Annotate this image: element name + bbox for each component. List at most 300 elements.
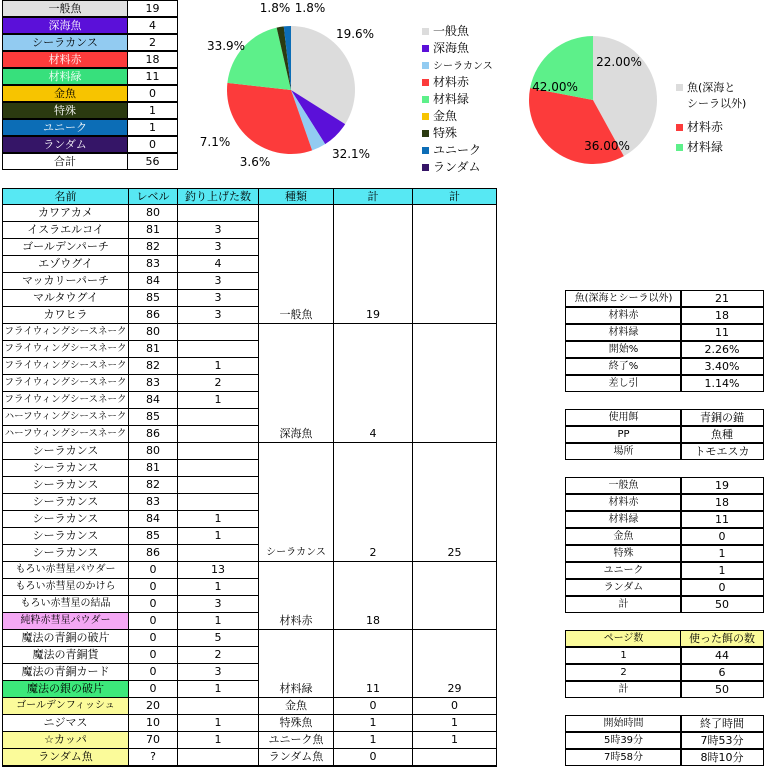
stat-value: 魚種 <box>680 426 764 443</box>
legend-label: シーラ以外) <box>687 97 747 110</box>
table-cell: 84 <box>128 511 178 528</box>
legend-item <box>422 92 469 106</box>
table-cell <box>412 392 497 409</box>
legend-swatch <box>422 62 429 69</box>
stat-label: ユニーク <box>565 562 682 579</box>
stat-label: 材料赤 <box>565 494 682 511</box>
legend-item <box>422 58 493 74</box>
table-cell: 83 <box>128 494 178 511</box>
table-cell: 1 <box>412 732 497 749</box>
fish-name: カワアカメ <box>2 205 129 222</box>
table-cell <box>412 256 497 273</box>
pie-value-label: 3.6% <box>239 155 271 169</box>
table-cell: 3 <box>177 290 259 307</box>
table-cell <box>258 630 334 647</box>
table-cell: 3 <box>177 596 259 613</box>
stat-value: 1 <box>680 545 764 562</box>
table-cell: 84 <box>128 392 178 409</box>
column-header: 計 <box>333 188 413 205</box>
table-cell <box>412 324 497 341</box>
table-cell <box>333 375 413 392</box>
summary-count: 2 <box>127 34 178 51</box>
table-cell <box>412 494 497 511</box>
table-cell: 1 <box>333 732 413 749</box>
summary-count: 19 <box>127 0 178 17</box>
legend-swatch <box>422 113 429 120</box>
table-cell <box>333 205 413 222</box>
table-cell <box>258 579 334 596</box>
table-cell <box>177 341 259 358</box>
table-cell <box>412 239 497 256</box>
table-cell: 82 <box>128 358 178 375</box>
legend-item <box>422 41 469 55</box>
stat-value: 50 <box>680 596 764 613</box>
legend-item <box>422 24 469 38</box>
table-cell: 0 <box>128 681 178 698</box>
legend-label: 一般魚 <box>433 24 470 38</box>
table-cell: 0 <box>128 562 178 579</box>
pie-value-label: 36.00% <box>584 139 630 153</box>
table-cell <box>333 273 413 290</box>
table-cell: 3 <box>177 222 259 239</box>
table-cell <box>258 409 334 426</box>
table-cell <box>258 239 334 256</box>
table-cell <box>333 256 413 273</box>
table-cell <box>333 579 413 596</box>
stat-value: トモエスカ <box>680 443 764 460</box>
table-cell <box>412 579 497 596</box>
table-cell <box>177 426 259 443</box>
table-cell <box>412 409 497 426</box>
stat-label: 特殊 <box>565 545 682 562</box>
table-cell <box>412 443 497 460</box>
pie-value-label: 1.8% <box>259 1 291 15</box>
fish-name: フライウィングシースネーク <box>2 392 129 409</box>
table-cell <box>177 443 259 460</box>
table-cell: 0 <box>333 749 413 766</box>
table-cell <box>412 664 497 681</box>
stat-label: 魚(深海とシーラ以外) <box>565 290 682 307</box>
fish-name: シーラカンス <box>2 460 129 477</box>
table-cell: 84 <box>128 273 178 290</box>
table-cell: 19 <box>333 307 413 324</box>
table-cell: シーラカンス <box>258 545 334 562</box>
table-cell <box>412 307 497 324</box>
table-cell <box>333 630 413 647</box>
table-cell: 20 <box>128 698 178 715</box>
stat-value: 50 <box>680 681 764 698</box>
table-cell: 4 <box>177 256 259 273</box>
table-cell <box>412 511 497 528</box>
summary-label: ランダム <box>2 136 128 153</box>
category-pie-legend <box>422 24 517 184</box>
pie-value-label: 22.00% <box>596 55 642 69</box>
fish-name: シーラカンス <box>2 443 129 460</box>
table-cell <box>412 528 497 545</box>
table-cell: 4 <box>333 426 413 443</box>
legend-swatch <box>422 130 429 137</box>
fish-name: エゾウグイ <box>2 256 129 273</box>
table-cell: 1 <box>177 715 259 732</box>
table-cell <box>412 205 497 222</box>
table-cell <box>177 494 259 511</box>
legend-swatch <box>422 164 429 171</box>
legend-item <box>422 160 481 174</box>
stat-label: 使用餌 <box>565 409 682 426</box>
table-cell: 材料緑 <box>258 681 334 698</box>
table-cell <box>258 205 334 222</box>
fish-name: ハーフウィングシースネーク <box>2 426 129 443</box>
stat-value: 18 <box>680 494 764 511</box>
legend-item <box>422 75 469 89</box>
table-cell: 0 <box>412 698 497 715</box>
table-cell <box>177 477 259 494</box>
stat-label: 材料緑 <box>565 324 682 341</box>
stat-label: 7時58分 <box>565 749 682 766</box>
table-cell <box>333 409 413 426</box>
table-cell: 13 <box>177 562 259 579</box>
table-cell: 1 <box>177 528 259 545</box>
table-cell <box>258 358 334 375</box>
stat-value: 8時10分 <box>680 749 764 766</box>
stat-value: 6 <box>680 664 764 681</box>
summary-count: 0 <box>127 136 178 153</box>
table-cell: 1 <box>333 715 413 732</box>
fish-name: シーラカンス <box>2 477 129 494</box>
table-cell <box>333 392 413 409</box>
table-cell <box>333 562 413 579</box>
fish-name: シーラカンス <box>2 528 129 545</box>
table-cell: 80 <box>128 443 178 460</box>
table-cell: 1 <box>177 358 259 375</box>
legend-item <box>676 140 723 154</box>
fish-name: 魔法の青銅カード <box>2 664 129 681</box>
table-cell <box>412 596 497 613</box>
table-cell <box>258 647 334 664</box>
summary-label: 一般魚 <box>2 0 128 17</box>
pie-value-label: 42.00% <box>532 80 578 94</box>
fish-name: フライウィングシースネーク <box>2 341 129 358</box>
table-cell: 86 <box>128 307 178 324</box>
table-cell <box>177 749 259 766</box>
legend-item <box>422 143 481 157</box>
table-cell: 3 <box>177 307 259 324</box>
table-cell: 0 <box>128 664 178 681</box>
legend-item <box>676 80 735 95</box>
fish-name: もろい赤彗星のかけら <box>2 579 129 596</box>
table-cell <box>412 630 497 647</box>
table-cell: 深海魚 <box>258 426 334 443</box>
table-cell <box>412 562 497 579</box>
table-cell <box>412 647 497 664</box>
legend-label: ランダム <box>433 160 481 174</box>
table-cell <box>258 222 334 239</box>
table-cell: 3 <box>177 273 259 290</box>
table-cell <box>412 273 497 290</box>
table-cell <box>177 205 259 222</box>
table-cell: 81 <box>128 341 178 358</box>
table-cell <box>333 239 413 256</box>
table-cell: 83 <box>128 375 178 392</box>
table-cell: 1 <box>177 732 259 749</box>
stat-value: 1 <box>680 562 764 579</box>
table-cell <box>412 358 497 375</box>
fish-name: 魔法の青銅の破片 <box>2 630 129 647</box>
fish-name: 魔法の銀の破片 <box>2 681 129 698</box>
table-cell <box>258 290 334 307</box>
legend-label: 材料赤 <box>433 75 470 89</box>
table-cell: 5 <box>177 630 259 647</box>
fish-name: ゴールデンパーチ <box>2 239 129 256</box>
legend-swatch <box>676 84 683 91</box>
summary-label: ユニーク <box>2 119 128 136</box>
pie-value-label: 1.8% <box>294 1 326 15</box>
stat-label: PP <box>565 426 682 443</box>
legend-label: 材料緑 <box>433 92 470 106</box>
column-header: 釣り上げた数 <box>177 188 259 205</box>
table-cell: 金魚 <box>258 698 334 715</box>
table-cell <box>333 460 413 477</box>
legend-item <box>676 120 723 134</box>
table-cell: ランダム魚 <box>258 749 334 766</box>
table-cell <box>412 460 497 477</box>
table-cell <box>333 290 413 307</box>
legend-label: 特殊 <box>433 126 458 140</box>
table-cell <box>177 409 259 426</box>
table-cell <box>177 324 259 341</box>
table-cell: 70 <box>128 732 178 749</box>
legend-label: 材料赤 <box>687 120 724 134</box>
stat-label: 2 <box>565 664 682 681</box>
table-cell: ユニーク魚 <box>258 732 334 749</box>
table-cell <box>412 222 497 239</box>
table-cell <box>258 460 334 477</box>
fish-name: フライウィングシースネーク <box>2 358 129 375</box>
legend-swatch <box>676 124 683 131</box>
table-cell <box>333 324 413 341</box>
table-cell: 81 <box>128 222 178 239</box>
table-cell: 80 <box>128 324 178 341</box>
table-cell: 0 <box>128 596 178 613</box>
summary-count: 1 <box>127 102 178 119</box>
pie-value-label: 33.9% <box>206 39 246 53</box>
table-cell <box>258 392 334 409</box>
table-cell: 1 <box>177 392 259 409</box>
category-pie-chart <box>199 0 415 180</box>
table-cell: 10 <box>128 715 178 732</box>
stat-value: 19 <box>680 477 764 494</box>
stat-label: 5時39分 <box>565 732 682 749</box>
table-cell <box>333 511 413 528</box>
table-cell <box>258 256 334 273</box>
table-cell: 1 <box>412 715 497 732</box>
pie-value-label: 19.6% <box>335 27 375 41</box>
pie-value-label: 32.1% <box>331 147 371 161</box>
fish-name: シーラカンス <box>2 511 129 528</box>
stat-value: 3.40% <box>680 358 764 375</box>
stat-value: 11 <box>680 324 764 341</box>
fish-name: もろい赤彗星の結晶 <box>2 596 129 613</box>
table-cell: 特殊魚 <box>258 715 334 732</box>
stat-label: 開始時間 <box>565 715 682 732</box>
table-cell: 2 <box>177 647 259 664</box>
table-cell: 11 <box>333 681 413 698</box>
stat-value: 0 <box>680 528 764 545</box>
table-cell <box>412 375 497 392</box>
table-cell <box>258 375 334 392</box>
fish-name: ゴールデンフィッシュ <box>2 698 129 715</box>
pie-value-label: 7.1% <box>199 135 231 149</box>
table-cell <box>258 477 334 494</box>
fish-name: カワヒラ <box>2 307 129 324</box>
table-cell: 3 <box>177 664 259 681</box>
stat-value: 7時53分 <box>680 732 764 749</box>
table-cell: 1 <box>177 579 259 596</box>
stat-value: 21 <box>680 290 764 307</box>
table-cell: 25 <box>412 545 497 562</box>
table-cell: 85 <box>128 290 178 307</box>
fish-name: フライウィングシースネーク <box>2 375 129 392</box>
stat-value: 2.26% <box>680 341 764 358</box>
table-cell <box>333 222 413 239</box>
summary-count: 56 <box>127 153 178 170</box>
legend-label: 金魚 <box>433 109 458 123</box>
stat-value: 終了時間 <box>680 715 764 732</box>
table-cell <box>412 477 497 494</box>
table-cell: 86 <box>128 545 178 562</box>
table-cell <box>333 528 413 545</box>
table-cell: 86 <box>128 426 178 443</box>
stat-label: 材料赤 <box>565 307 682 324</box>
table-cell: 1 <box>177 681 259 698</box>
table-cell: 0 <box>128 579 178 596</box>
table-cell: 82 <box>128 239 178 256</box>
stat-label: 金魚 <box>565 528 682 545</box>
legend-label: 材料緑 <box>687 140 724 154</box>
legend-label: シーラカンス <box>433 61 493 72</box>
table-cell: 85 <box>128 409 178 426</box>
stat-value: 0 <box>680 579 764 596</box>
stat-value: 11 <box>680 511 764 528</box>
table-cell <box>258 494 334 511</box>
table-cell <box>412 290 497 307</box>
table-cell <box>333 443 413 460</box>
legend-item <box>676 96 746 111</box>
table-cell: 82 <box>128 477 178 494</box>
table-cell <box>258 528 334 545</box>
fish-name: ニジマス <box>2 715 129 732</box>
fish-name: ハーフウィングシースネーク <box>2 409 129 426</box>
table-cell <box>333 341 413 358</box>
summary-count: 4 <box>127 17 178 34</box>
summary-label: シーラカンス <box>2 34 128 51</box>
table-cell <box>333 477 413 494</box>
stat-label: 一般魚 <box>565 477 682 494</box>
table-cell: 81 <box>128 460 178 477</box>
summary-count: 18 <box>127 51 178 68</box>
table-cell: 85 <box>128 528 178 545</box>
fish-name: 魔法の青銅貨 <box>2 647 129 664</box>
fish-name: ランダム魚 <box>2 749 129 766</box>
summary-count: 1 <box>127 119 178 136</box>
summary-count: 0 <box>127 85 178 102</box>
stat-label: 差し引 <box>565 375 682 392</box>
table-cell <box>333 664 413 681</box>
stat-label: 計 <box>565 596 682 613</box>
material-pie-chart <box>515 12 685 172</box>
table-cell <box>412 426 497 443</box>
table-cell <box>333 358 413 375</box>
table-cell <box>177 698 259 715</box>
summary-label: 材料赤 <box>2 51 128 68</box>
table-cell <box>177 545 259 562</box>
fish-name: シーラカンス <box>2 545 129 562</box>
legend-label: 魚(深海と <box>687 81 736 94</box>
table-cell: ? <box>128 749 178 766</box>
legend-label: 深海魚 <box>433 41 470 55</box>
table-cell <box>333 596 413 613</box>
fish-name: フライウィングシースネーク <box>2 324 129 341</box>
fish-name: ☆カッパ <box>2 732 129 749</box>
summary-label: 特殊 <box>2 102 128 119</box>
stat-value: 使った餌の数 <box>680 630 764 647</box>
fish-name: 純粋赤彗星パウダー <box>2 613 129 630</box>
summary-count: 11 <box>127 68 178 85</box>
legend-swatch <box>422 28 429 35</box>
table-cell: 29 <box>412 681 497 698</box>
summary-label: 材料緑 <box>2 68 128 85</box>
stat-label: 開始% <box>565 341 682 358</box>
table-cell <box>412 749 497 766</box>
table-cell: 80 <box>128 205 178 222</box>
fish-name: シーラカンス <box>2 494 129 511</box>
table-cell: 1 <box>177 613 259 630</box>
table-cell <box>258 596 334 613</box>
column-header: 計 <box>412 188 497 205</box>
table-cell: 0 <box>333 698 413 715</box>
table-cell <box>412 613 497 630</box>
stat-label: 場所 <box>565 443 682 460</box>
stat-label: ランダム <box>565 579 682 596</box>
table-cell <box>177 460 259 477</box>
table-cell <box>258 562 334 579</box>
legend-swatch <box>422 45 429 52</box>
column-header: レベル <box>128 188 178 205</box>
table-cell: 2 <box>333 545 413 562</box>
fish-name: マッカリーパーチ <box>2 273 129 290</box>
stat-value: 1.14% <box>680 375 764 392</box>
table-cell: 18 <box>333 613 413 630</box>
stat-label: 1 <box>565 647 682 664</box>
legend-swatch <box>422 79 429 86</box>
table-cell: 0 <box>128 613 178 630</box>
table-cell <box>258 511 334 528</box>
table-cell <box>258 341 334 358</box>
table-cell: 一般魚 <box>258 307 334 324</box>
legend-swatch <box>422 147 429 154</box>
summary-label: 合計 <box>2 153 128 170</box>
table-cell: 材料赤 <box>258 613 334 630</box>
material-pie-legend <box>676 80 765 160</box>
stat-value: 44 <box>680 647 764 664</box>
stat-label: 材料緑 <box>565 511 682 528</box>
table-cell: 2 <box>177 375 259 392</box>
fish-name: イスラエルコイ <box>2 222 129 239</box>
fish-name: もろい赤彗星パウダー <box>2 562 129 579</box>
stat-label: 終了% <box>565 358 682 375</box>
summary-label: 深海魚 <box>2 17 128 34</box>
stat-label: ページ数 <box>565 630 682 647</box>
